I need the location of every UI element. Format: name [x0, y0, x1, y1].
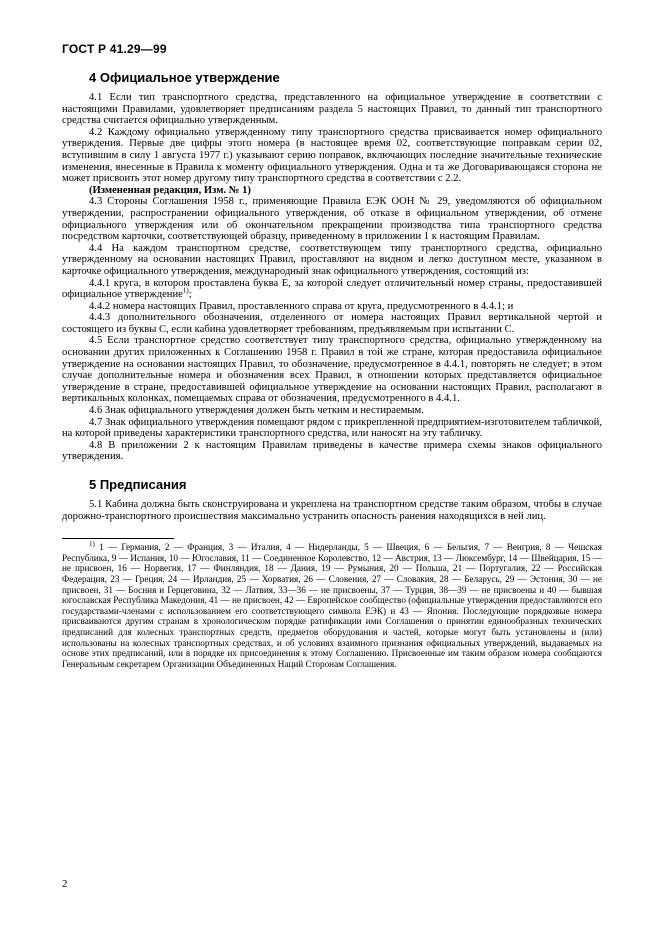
paragraph-4-5: 4.5 Если транспортное средство соответствует типу транспортного средства, официально утвержденному на основании других приложенных к Соглашению 1958 г. Правил в той же стране, которая предоставила официальное утверждение на основании настоящих Правил, то обозначение, предусмотренное в 4.4.1, повторять не следует; в этом случае дополнительные номера и обозначения всех Правил, в отношении которых представляется официальное утверждение в стране, предоставившей официальное утверждение на основании настоящих Правил, располагают в вертикальных колонках, помещаемых справа от обозначения, предусмотренного в 4.4.1.	[62, 335, 602, 405]
section-5-heading: 5 Предписания	[89, 477, 187, 492]
footnote-divider	[62, 538, 174, 539]
paragraph-4-3: 4.3 Стороны Соглашения 1958 г., применяющие Правила ЕЭК ООН № 29, уведомляются об официальном утверждении, распространении официального утверждения, об отказе в официальном утверждении, об отмене официального утверждения или об окончательном прекращении производства типа транспортного средства посредством карточки, соответствующей образцу, приведенному в приложении 1 к настоящим Правилам.	[62, 196, 602, 243]
document-header: ГОСТ Р 41.29—99	[62, 42, 167, 56]
amendment-note: (Измененная редакция, Изм. № 1)	[89, 184, 251, 196]
paragraph-4-4: 4.4 На каждом транспортном средстве, соответствующем типу транспортного средства, официально утвержденному на основании настоящих Правил, проставляют на видном и легко доступном месте, указанном в карточке официального утверждения, международный знак официального утверждения, состоящий из:	[62, 242, 602, 277]
paragraph-4-8: 4.8 В приложении 2 к настоящим Правилам приведены в качестве примера схемы знаков официального утверждения.	[62, 439, 602, 463]
paragraph-4-4-1	[62, 278, 602, 301]
section-4-heading: 4 Официальное утверждение	[89, 70, 280, 85]
footnote	[62, 542, 602, 669]
paragraph-4-4-2: 4.4.2 номера настоящих Правил, проставленного справа от круга, предусмотренного в 4.4.1; и	[89, 300, 514, 312]
page-body	[62, 70, 602, 669]
paragraph-4-4-1-end: ;	[188, 289, 192, 301]
page-number: 2	[62, 878, 68, 890]
paragraph-4-2: 4.2 Каждому официально утвержденному типу транспортного средства присваивается номер официального утверждения. Первые две цифры этого номера (в настоящее время 02, соответствующие поправкам серии 02, вступившим в силу 1 августа 1977 г.) указывают серию поправок, включающих последние значительные технические изменения, внесенные в Правила к моменту официального утверждения. Одна и та же Договаривающаяся сторона не может присвоить этот номер другому типу транспортного средства в соответствии с 2.2.	[62, 126, 602, 185]
paragraph-4-6: 4.6 Знак официального утверждения должен быть четким и нестираемым.	[89, 405, 424, 417]
paragraph-4-4-1-text: 4.4.1 круга, в котором проставлена буква Е, за которой следует отличительный номер страны, предоставившей официальное утверждение	[62, 277, 602, 301]
footnote-mark: 1)	[89, 540, 95, 549]
footnote-ref: 1)	[182, 286, 189, 295]
footnote-text: 1 — Германия, 2 — Франция, 3 — Италия, 4 — Нидерланды, 5 — Швеция, 6 — Бельгия, 7 — Венгрия, 8 — Чешская Республика, 9 — Испания, 10 — Югославия, 11 — Соединенное Королевство, 12 — Австрия, 13 — Люксембург, 14 — Швейцария, 15 — не присвоен, 16 — Норвегия, 17 — Финляндия, 18 — Дания, 19 — Румыния, 20 — Польша, 21 — Португалия, 22 — Российская Федерация, 23 — Греция, 24 — Ирландия, 25 — Хорватия, 26 — Словения, 27 — Словакия, 28 — Беларусь, 29 — Эстония, 30 — не присвоен, 31 — Босния и Герцеговина, 32 — Латвия, 33—36 — не присвоены, 37 — Турция, 38—39 — не присвоены и 40 — бывшая югославская Республика Македония, 41 — не присвоен, 42 — Европейское сообщество (официальные утверждения предоставляются его государствами-членами с использованием его соответствующего символа ЕЭК) и 43 — Япония. Последующие порядковые номера присваиваются другим странам в хронологическом порядке ратификации ими Соглашения о принятии единообразных технических предписаний для колесных транспортных средств, предметов оборудования и частей, которые могут быть установлены и (или) использованы на колесных транспортных средствах, и об условиях взаимного признания официальных утверждений, выдаваемых на основе этих предписаний, или в порядке их присоединения к этому Соглашению. Присвоенные им таким образом номера сообщаются Генеральным секретарем Организации Объединенных Наций Сторонам Соглашения.	[62, 542, 602, 669]
paragraph-4-7: 4.7 Знак официального утверждения помещают рядом с прикрепленной предприятием-изготовителем табличкой, на которой приведены характеристики транспортного средства, или наносят на эту табличку.	[62, 416, 602, 440]
paragraph-5-1: 5.1 Кабина должна быть сконструирована и укреплена на транспортном средстве таким образом, чтобы в случае дорожно-транспортного происшествия максимально устранить опасность ранения находящихся в ней лиц.	[62, 499, 602, 522]
paragraph-4-1: 4.1 Если тип транспортного средства, представленного на официальное утверждение в соответствии с настоящими Правилами, удовлетворяет предписаниям раздела 5 настоящих Правил, то данный тип транспортного средства считается официально утвержденным.	[62, 92, 602, 127]
paragraph-4-4-3: 4.4.3 дополнительного обозначения, отделенного от номера настоящих Правил вертикальной чертой и состоящего из буквы С, если кабина удовлетворяет требованиям, предъявляемым при испытании С.	[62, 312, 602, 335]
